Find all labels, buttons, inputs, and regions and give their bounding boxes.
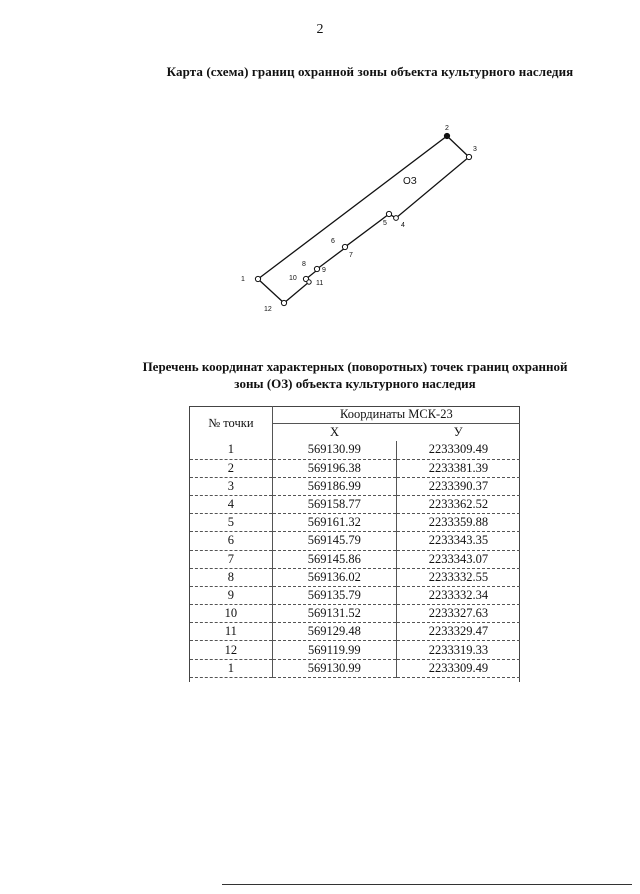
vertex-marker [466,154,471,159]
cell-x: 569145.86 [272,550,396,568]
table-row [190,532,520,550]
cell-point-number: 3 [190,477,272,495]
footer-rule [222,884,632,885]
cell-point-number: 1 [190,659,272,677]
cell-point-number: 4 [190,495,272,513]
title-line: зоны (ОЗ) объекта культурного наследия [234,376,476,391]
cell-point-number: 12 [190,641,272,659]
cell-x: 569136.02 [272,568,396,586]
cell-y: 2233359.88 [396,514,520,532]
header-y: У [453,425,463,440]
map-title: Карта (схема) границ охранной зоны объекта культурного наследия [166,64,574,79]
title-line: Перечень координат характерных (поворотных) точек границ охранной [142,359,568,374]
vertex-marker [386,211,391,216]
boundary-scheme [228,118,488,318]
table-row [190,623,520,641]
coordinates-table [190,406,520,678]
cell-x: 569158.77 [272,495,396,513]
cell-point-number: 2 [190,459,272,477]
cell-point-number: 10 [190,605,272,623]
cell-x: 569119.99 [272,641,396,659]
vertex-marker [394,216,399,221]
cell-x: 569130.99 [272,441,396,459]
table-row [190,477,520,495]
vertex-marker [342,244,347,249]
table-row [190,550,520,568]
point-label: 11 [316,280,324,287]
boundary-vertices [255,133,471,305]
cell-point-number: 11 [190,623,272,641]
cell-x: 569129.48 [272,623,396,641]
zone-label: ОЗ [403,176,417,187]
cell-y: 2233309.49 [396,659,520,677]
point-label: 7 [349,252,353,259]
vertex-marker [255,276,260,281]
cell-point-number: 5 [190,514,272,532]
point-label: 2 [445,125,449,132]
point-label: 9 [322,267,326,274]
point-label: 12 [264,306,272,313]
cell-x: 569130.99 [272,659,396,677]
table-row [190,605,520,623]
table-row [190,568,520,586]
point-label: 5 [383,220,387,227]
point-label: 6 [331,238,335,245]
cell-x: 569196.38 [272,459,396,477]
cell-y: 2233343.07 [396,550,520,568]
cell-x: 569131.52 [272,605,396,623]
cell-y: 2233343.35 [396,532,520,550]
table-row [190,441,520,459]
table-row [190,459,520,477]
table-row [190,659,520,677]
cell-y: 2233332.34 [396,586,520,604]
cell-y: 2233381.39 [396,459,520,477]
vertex-marker [314,266,319,271]
cell-y: 2233327.63 [396,605,520,623]
cell-y: 2233362.52 [396,495,520,513]
cell-x: 569145.79 [272,532,396,550]
cell-y: 2233309.49 [396,441,520,459]
point-label: 8 [302,261,306,268]
cell-y: 2233332.55 [396,568,520,586]
cell-y: 2233390.37 [396,477,520,495]
header-x: X [330,425,340,440]
cell-x: 569186.99 [272,477,396,495]
cell-y: 2233329.47 [396,623,520,641]
point-label: 4 [401,222,405,229]
cell-y: 2233319.33 [396,641,520,659]
cell-x: 569161.32 [272,514,396,532]
page-number: 2 [316,22,324,37]
point-label: 1 [241,276,245,283]
cell-x: 569135.79 [272,586,396,604]
point-label: 10 [289,275,297,282]
point-label: 3 [473,146,477,153]
vertex-marker [307,280,311,284]
cell-point-number: 1 [190,441,272,459]
cell-point-number: 6 [190,532,272,550]
header-coordinates: Координаты МСК-23 [272,406,520,424]
table-row [190,586,520,604]
vertex-marker [281,300,286,305]
coordinates-list-title [100,358,610,392]
cell-point-number: 8 [190,568,272,586]
cell-point-number: 9 [190,586,272,604]
header-point-number: № точки [190,406,272,441]
table-row [190,641,520,659]
table-row [190,514,520,532]
vertex-marker [444,133,449,138]
cell-point-number: 7 [190,550,272,568]
table-row [190,495,520,513]
boundary-scheme-drawing [228,118,488,318]
